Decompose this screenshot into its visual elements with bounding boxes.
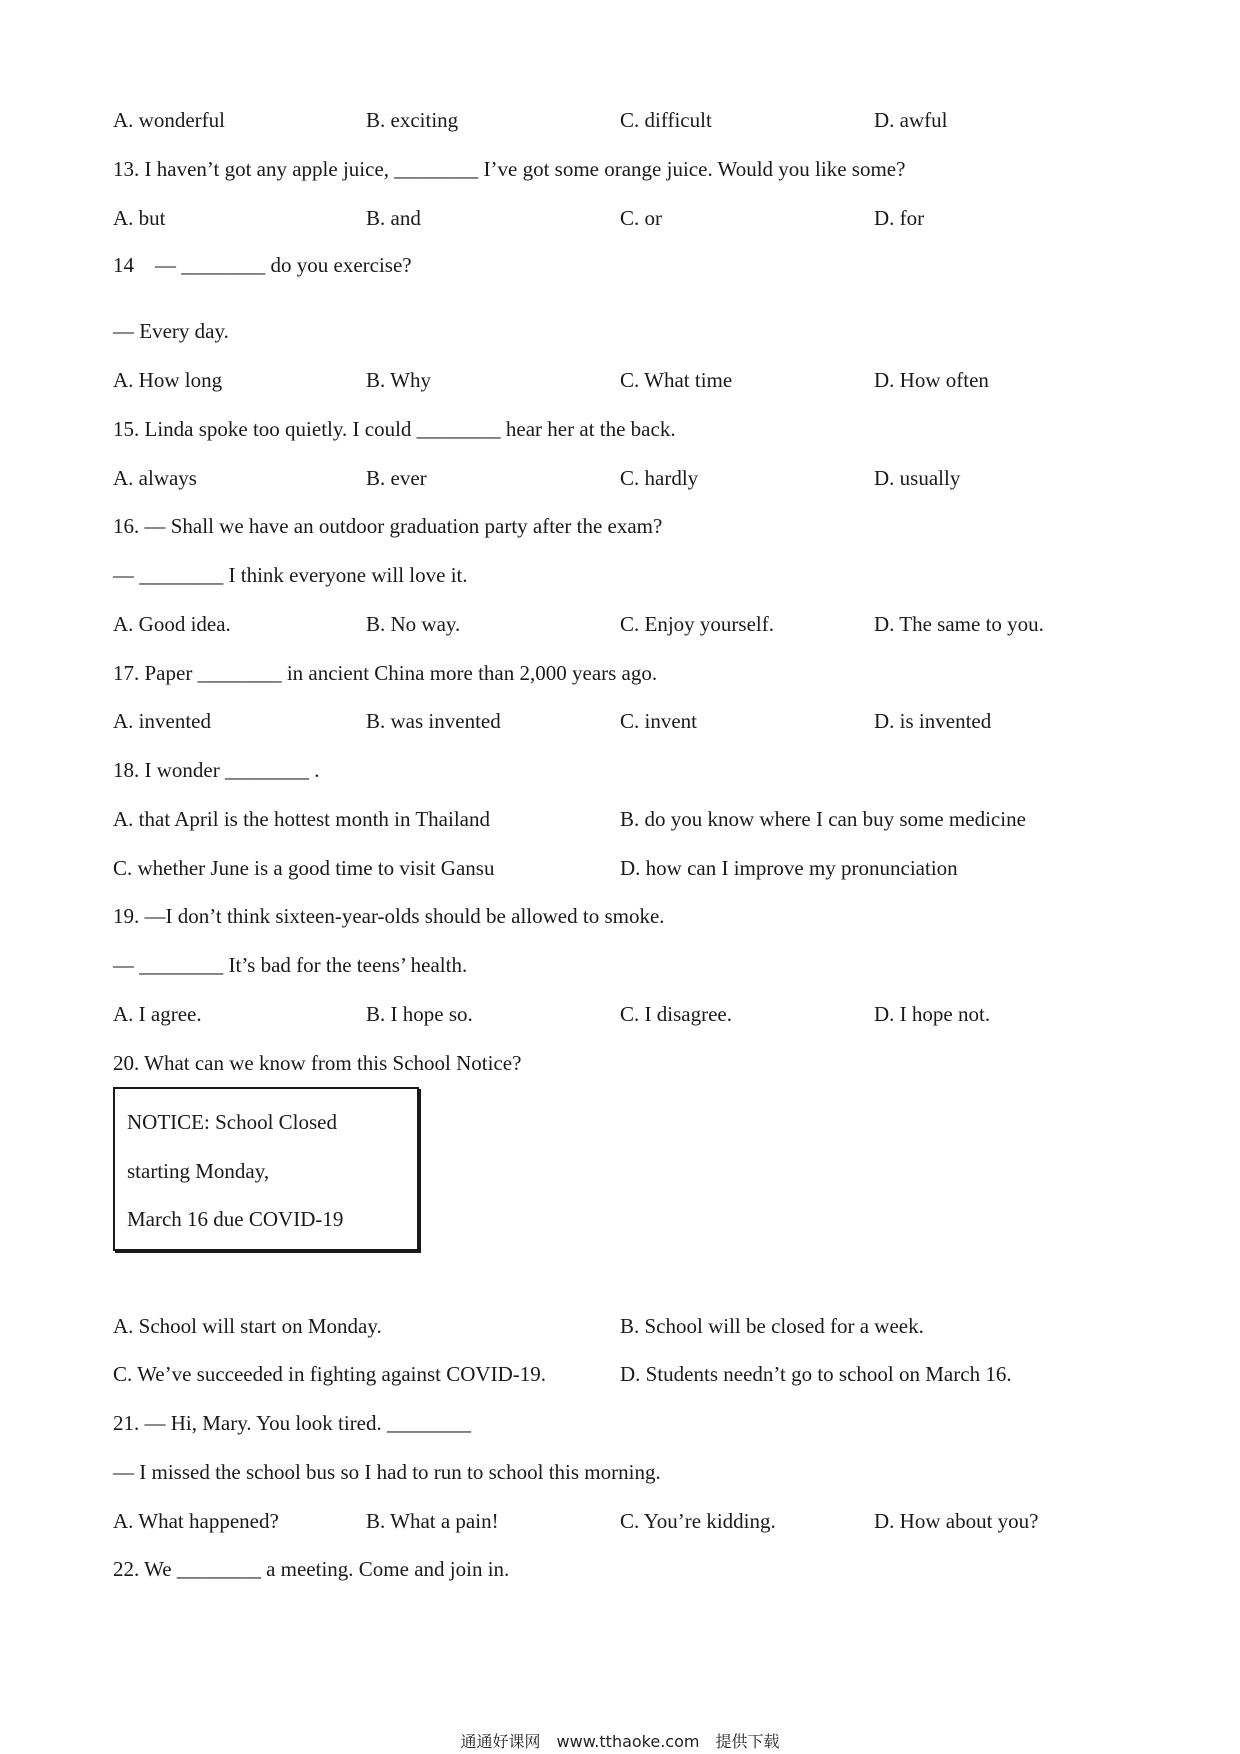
q12-option-a: A. wonderful bbox=[113, 108, 225, 132]
school-notice-box bbox=[113, 1087, 419, 1251]
notice-line-3: March 16 due COVID-19 bbox=[127, 1207, 344, 1231]
q17-option-b: B. was invented bbox=[366, 709, 501, 733]
q20-stem: 20. What can we know from this School Notice? bbox=[113, 1051, 522, 1075]
q16-option-c: C. Enjoy yourself. bbox=[620, 612, 774, 636]
q15-option-d: D. usually bbox=[874, 466, 961, 490]
q16-option-a: A. Good idea. bbox=[113, 612, 231, 636]
q17-stem: 17. Paper ________ in ancient China more than 2,000 years ago. bbox=[113, 661, 658, 685]
q20-option-a: A. School will start on Monday. bbox=[113, 1314, 382, 1338]
q18-stem: 18. I wonder ________ . bbox=[113, 758, 320, 782]
q21-reply: — I missed the school bus so I had to run to school this morning. bbox=[113, 1460, 661, 1484]
q13-option-b: B. and bbox=[366, 206, 421, 230]
q21-option-c: C. You’re kidding. bbox=[620, 1509, 776, 1533]
q21-option-b: B. What a pain! bbox=[366, 1509, 499, 1533]
q16-option-d: D. The same to you. bbox=[874, 612, 1044, 636]
q18-option-a: A. that April is the hottest month in Thailand bbox=[113, 807, 490, 831]
q20-option-b: B. School will be closed for a week. bbox=[620, 1314, 924, 1338]
q14-option-b: B. Why bbox=[366, 368, 431, 392]
q19-stem: 19. —I don’t think sixteen-year-olds should be allowed to smoke. bbox=[113, 904, 665, 928]
q14-option-c: C. What time bbox=[620, 368, 733, 392]
q15-option-c: C. hardly bbox=[620, 466, 699, 490]
q15-stem: 15. Linda spoke too quietly. I could ________ hear her at the back. bbox=[113, 417, 676, 441]
q14-option-d: D. How often bbox=[874, 368, 989, 392]
q19-option-c: C. I disagree. bbox=[620, 1002, 732, 1026]
q20-option-c: C. We’ve succeeded in fighting against COVID-19. bbox=[113, 1362, 546, 1386]
q19-option-d: D. I hope not. bbox=[874, 1002, 991, 1026]
q15-option-a: A. always bbox=[113, 466, 197, 490]
q21-stem: 21. — Hi, Mary. You look tired. ________ bbox=[113, 1411, 471, 1435]
q18-option-c: C. whether June is a good time to visit Gansu bbox=[113, 856, 495, 880]
notice-line-2: starting Monday, bbox=[127, 1159, 270, 1183]
q14-stem: 14 — ________ do you exercise? bbox=[113, 253, 412, 277]
q12-option-d: D. awful bbox=[874, 108, 948, 132]
q12-option-b: B. exciting bbox=[366, 108, 459, 132]
q18-option-b: B. do you know where I can buy some medicine bbox=[620, 807, 1026, 831]
q15-option-b: B. ever bbox=[366, 466, 427, 490]
q13-option-a: A. but bbox=[113, 206, 166, 230]
q14-option-a: A. How long bbox=[113, 368, 223, 392]
q21-option-d: D. How about you? bbox=[874, 1509, 1039, 1533]
q19-reply: — ________ It’s bad for the teens’ health. bbox=[113, 953, 468, 977]
q13-option-d: D. for bbox=[874, 206, 925, 230]
q17-option-c: C. invent bbox=[620, 709, 697, 733]
q19-option-b: B. I hope so. bbox=[366, 1002, 473, 1026]
q16-reply: — ________ I think everyone will love it. bbox=[113, 563, 468, 587]
q17-option-d: D. is invented bbox=[874, 709, 992, 733]
q19-option-a: A. I agree. bbox=[113, 1002, 202, 1026]
q21-option-a: A. What happened? bbox=[113, 1509, 279, 1533]
page-footer: 通通好课网 www.tthaoke.com 提供下载 bbox=[460, 1732, 780, 1751]
q22-stem: 22. We ________ a meeting. Come and join in. bbox=[113, 1557, 510, 1581]
q12-option-c: C. difficult bbox=[620, 108, 712, 132]
q16-option-b: B. No way. bbox=[366, 612, 461, 636]
q18-option-d: D. how can I improve my pronunciation bbox=[620, 856, 958, 880]
q13-stem: 13. I haven’t got any apple juice, ________ I’ve got some orange juice. Would you like some? bbox=[113, 157, 906, 181]
q14-reply: — Every day. bbox=[113, 319, 229, 343]
q17-option-a: A. invented bbox=[113, 709, 211, 733]
q20-option-d: D. Students needn’t go to school on March 16. bbox=[620, 1362, 1012, 1386]
q16-stem: 16. — Shall we have an outdoor graduation party after the exam? bbox=[113, 514, 663, 538]
q13-option-c: C. or bbox=[620, 206, 662, 230]
notice-line-1: NOTICE: School Closed bbox=[127, 1110, 337, 1134]
